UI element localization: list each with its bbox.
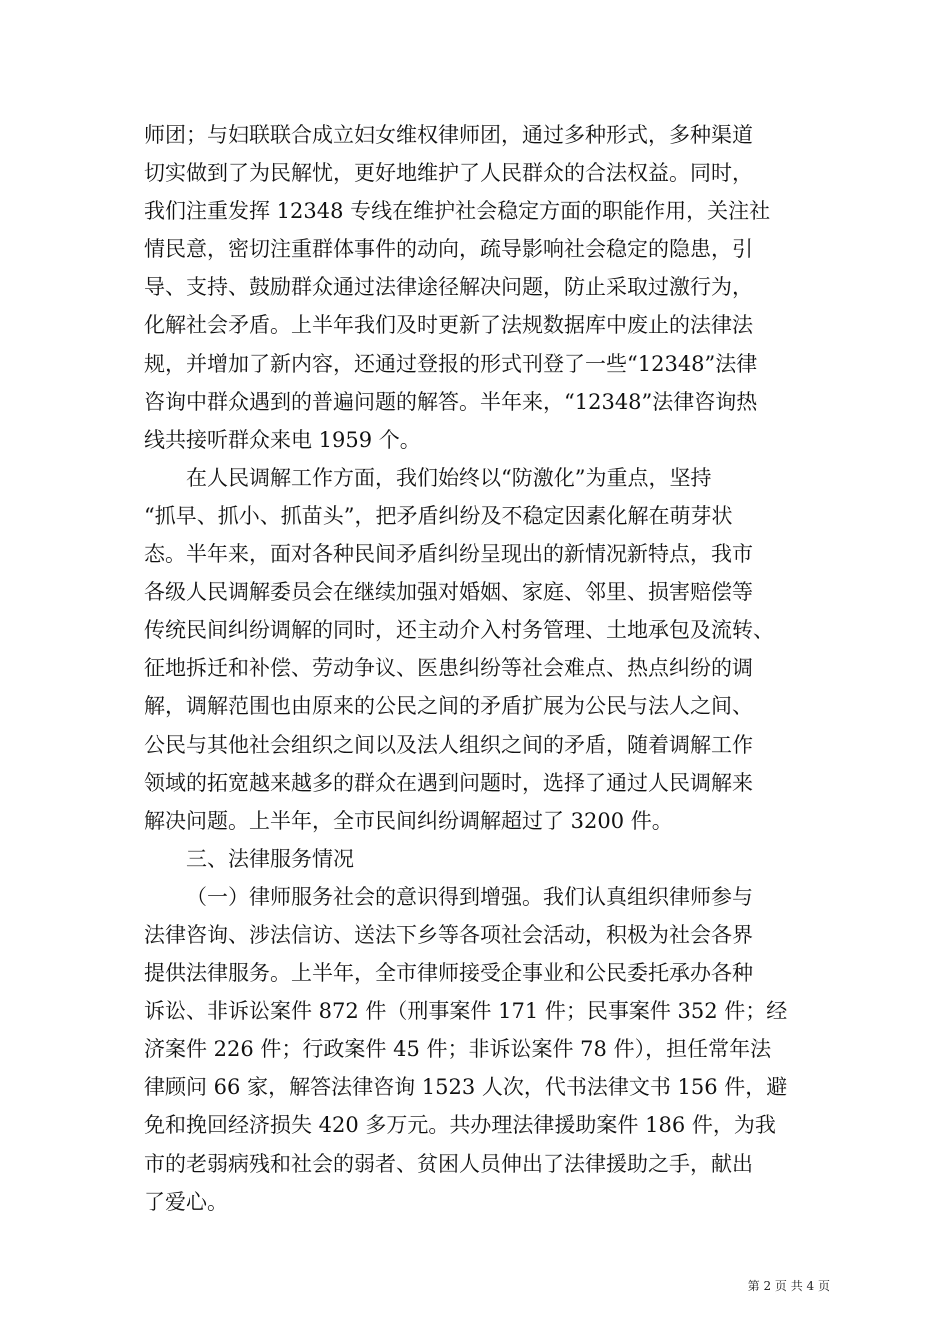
text-line: 解决问题。上半年，全市民间纠纷调解超过了 3200 件。 [144, 808, 673, 833]
text-line: “抓早、抓小、抓苗头”，把矛盾纠纷及不稳定因素化解在萌芽状 [144, 503, 733, 528]
text-line: 化解社会矛盾。上半年我们及时更新了法规数据库中废止的法律法 [144, 313, 753, 338]
text-line: 三、法律服务情况 [186, 846, 354, 871]
text-line: 情民意，密切注重群体事件的动向，疏导影响社会稳定的隐患，引 [144, 237, 753, 262]
text-line: 态。半年来，面对各种民间矛盾纠纷呈现出的新情况新特点，我市 [144, 542, 753, 567]
text-line: 传统民间纠纷调解的同时，还主动介入村务管理、土地承包及流转、 [144, 618, 774, 643]
text-line: 了爱心。 [144, 1189, 228, 1214]
text-line: 领域的拓宽越来越多的群众在遇到问题时，选择了通过人民调解来 [144, 770, 753, 795]
text-line: 切实做到了为民解忧，更好地维护了人民群众的合法权益。同时， [144, 161, 753, 186]
text-line: 免和挽回经济损失 420 多万元。共办理法律援助案件 186 件，为我 [144, 1113, 776, 1138]
text-line: 法律咨询、涉法信访、送法下乡等各项社会活动，积极为社会各界 [144, 922, 753, 947]
text-line: 济案件 226 件；行政案件 45 件；非诉讼案件 78 件），担任常年法 [144, 1037, 772, 1062]
text-line: 征地拆迁和补偿、劳动争议、医患纠纷等社会难点、热点纠纷的调 [144, 656, 753, 681]
text-line: 导、支持、鼓励群众通过法律途径解决问题，防止采取过激行为， [144, 275, 753, 300]
document-body [144, 116, 824, 1221]
page-number: 第 2 页 共 4 页 [747, 1279, 830, 1293]
text-line: 咨询中群众遇到的普遍问题的解答。半年来，“12348”法律咨询热 [144, 389, 758, 414]
text-line: 在人民调解工作方面，我们始终以“防激化”为重点，坚持 [186, 465, 712, 490]
text-line: 解，调解范围也由原来的公民之间的矛盾扩展为公民与法人之间、 [144, 694, 753, 719]
text-line: （一）律师服务社会的意识得到增强。我们认真组织律师参与 [186, 884, 753, 909]
text-line: 师团；与妇联联合成立妇女维权律师团，通过多种形式，多种渠道 [144, 123, 753, 147]
text-line: 公民与其他社会组织之间以及法人组织之间的矛盾，随着调解工作 [144, 732, 753, 757]
text-line: 市的老弱病残和社会的弱者、贫困人员伸出了法律援助之手，献出 [144, 1151, 753, 1176]
text-line: 各级人民调解委员会在继续加强对婚姻、家庭、邻里、损害赔偿等 [144, 580, 753, 605]
text-line: 诉讼、非诉讼案件 872 件（刑事案件 171 件；民事案件 352 件；经 [144, 999, 788, 1024]
text-line: 规，并增加了新内容，还通过登报的形式刊登了一些“12348”法律 [144, 351, 758, 376]
text-line: 提供法律服务。上半年，全市律师接受企事业和公民委托承办各种 [144, 961, 753, 986]
text-line: 线共接听群众来电 1959 个。 [144, 427, 421, 452]
text-line: 我们注重发挥 12348 专线在维护社会稳定方面的职能作用，关注社 [144, 199, 771, 224]
text-line: 律顾问 66 家，解答法律咨询 1523 人次，代书法律文书 156 件，避 [144, 1075, 788, 1100]
